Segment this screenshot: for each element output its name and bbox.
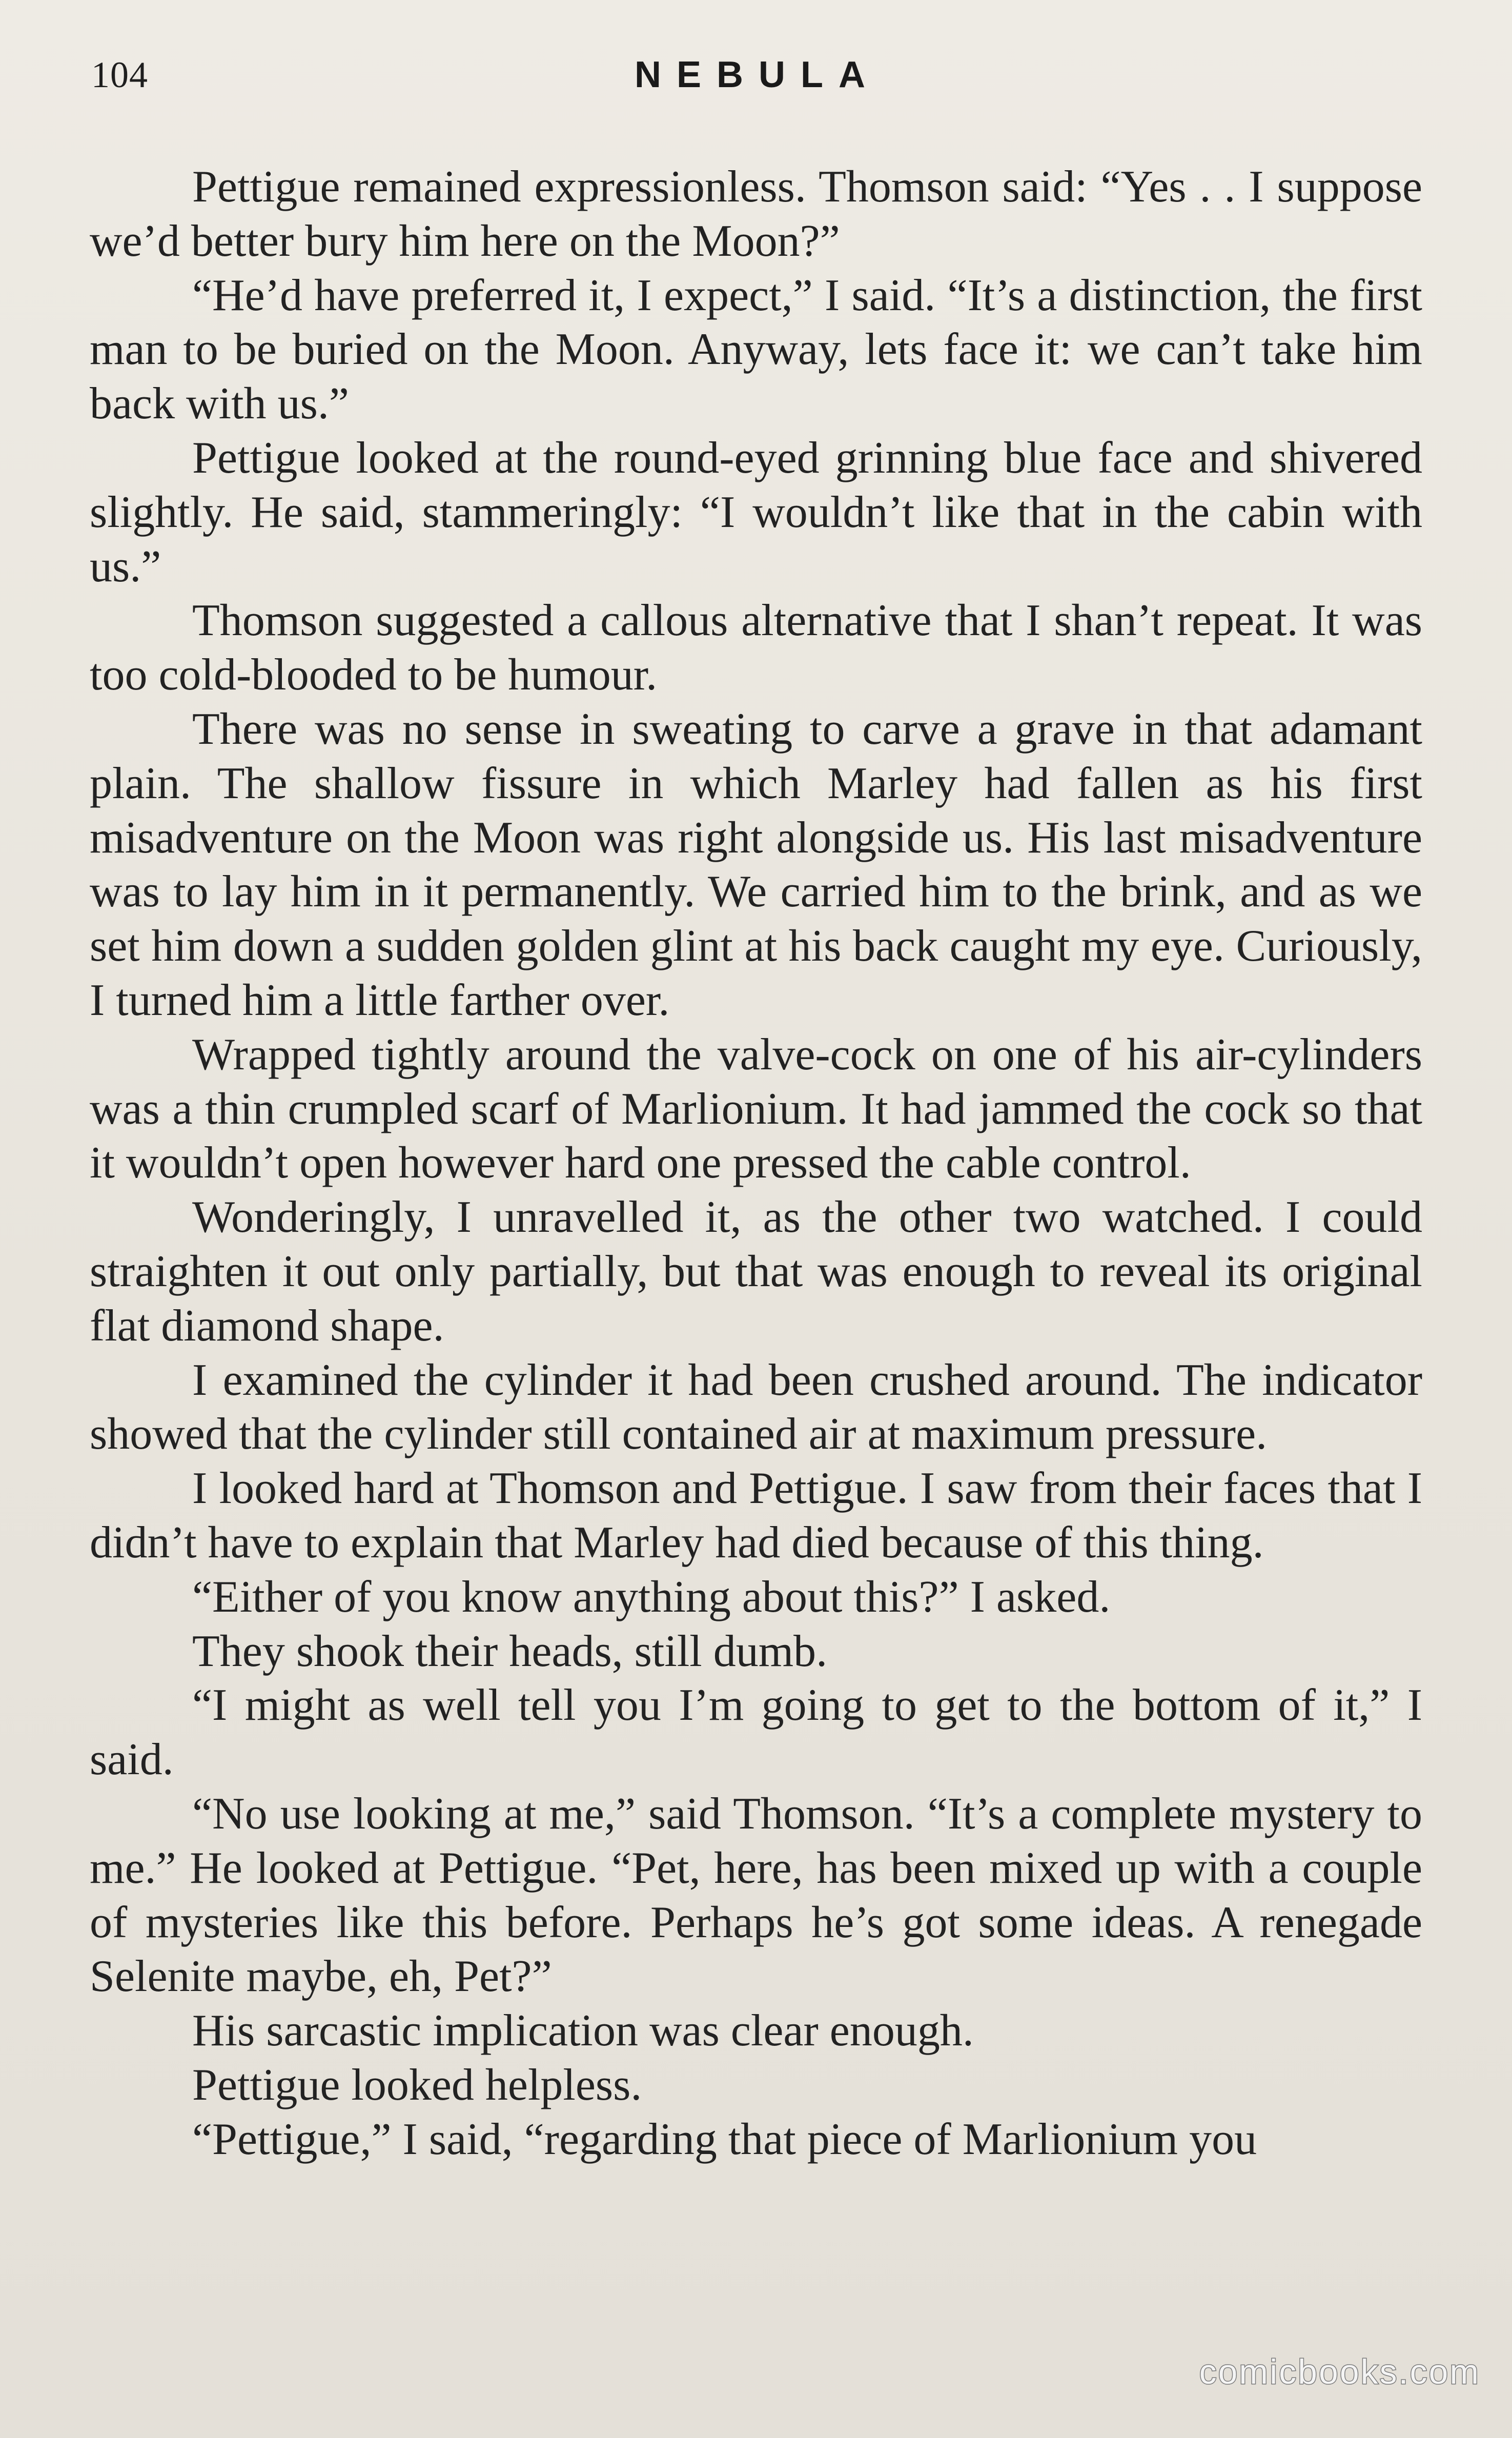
paragraph: Wonderingly, I unravelled it, as the other two watched. I could straighten it out only partially, but that was enough to reveal its original flat diamond shape. — [90, 1192, 1422, 1351]
paragraph: They shook their heads, still dumb. — [192, 1626, 828, 1676]
page-number: 104 — [91, 54, 148, 95]
paragraph: “I might as well tell you I’m going to get to the bottom of it,” I said. — [90, 1680, 1422, 1785]
paragraph: There was no sense in sweating to carve a grave in that adamant plain. The shallow fissure in which Marley had fallen as his first misadventure on the Moon was right alongside us. His last misadventure was to lay him in it permanently. We carried him to the brink, and as we set him down a sudden golden glint at his back caught my eye. Curiously, I turned him a little farther over. — [90, 704, 1422, 1025]
paragraph: “No use looking at me,” said Thomson. “It’s a complete mystery to me.” He looked at Pettigue. “Pet, here, has been mixed up with a couple of mysteries like this before. Perhaps he’s got some ideas. A renegade Selenite maybe, eh, Pet?” — [90, 1789, 1422, 2002]
paragraph: Pettigue looked at the round-eyed grinning blue face and shivered slightly. He said, stammeringly: “I wouldn’t like that in the cabin with us.” — [90, 433, 1422, 592]
source-watermark: comicbooks.com — [1199, 2352, 1480, 2391]
paragraph: Thomson suggested a callous alternative that I shan’t repeat. It was too cold-blooded to be humour. — [90, 596, 1422, 700]
story-text — [90, 160, 1422, 2166]
paragraph: Wrapped tightly around the valve-cock on one of his air-cylinders was a thin crumpled scarf of Marlionium. It had jammed the cock so that it wouldn’t open however hard one pressed the cable control. — [90, 1029, 1422, 1188]
paragraph: Pettigue remained expressionless. Thomson said: “Yes . . I suppose we’d better bury him here on the Moon?” — [90, 162, 1422, 266]
paragraph: “Pettigue,” I said, “regarding that piece of Marlionium you — [192, 2114, 1257, 2164]
page-header — [91, 49, 1424, 110]
running-title: NEBULA — [635, 54, 881, 95]
paragraph: I looked hard at Thomson and Pettigue. I saw from their faces that I didn’t have to explain that Marley had died because of this thing. — [90, 1464, 1422, 1568]
paragraph: I examined the cylinder it had been crushed around. The indicator showed that the cylinder still contained air at maximum pressure. — [90, 1355, 1422, 1459]
paragraph: His sarcastic implication was clear enough. — [192, 2006, 974, 2056]
paragraph: “He’d have preferred it, I expect,” I said. “It’s a distinction, the first man to be buried on the Moon. Anyway, lets face it: we can’t take him back with us.” — [90, 270, 1422, 429]
paragraph: “Either of you know anything about this?” I asked. — [192, 1572, 1111, 1622]
paragraph: Pettigue looked helpless. — [192, 2060, 642, 2110]
